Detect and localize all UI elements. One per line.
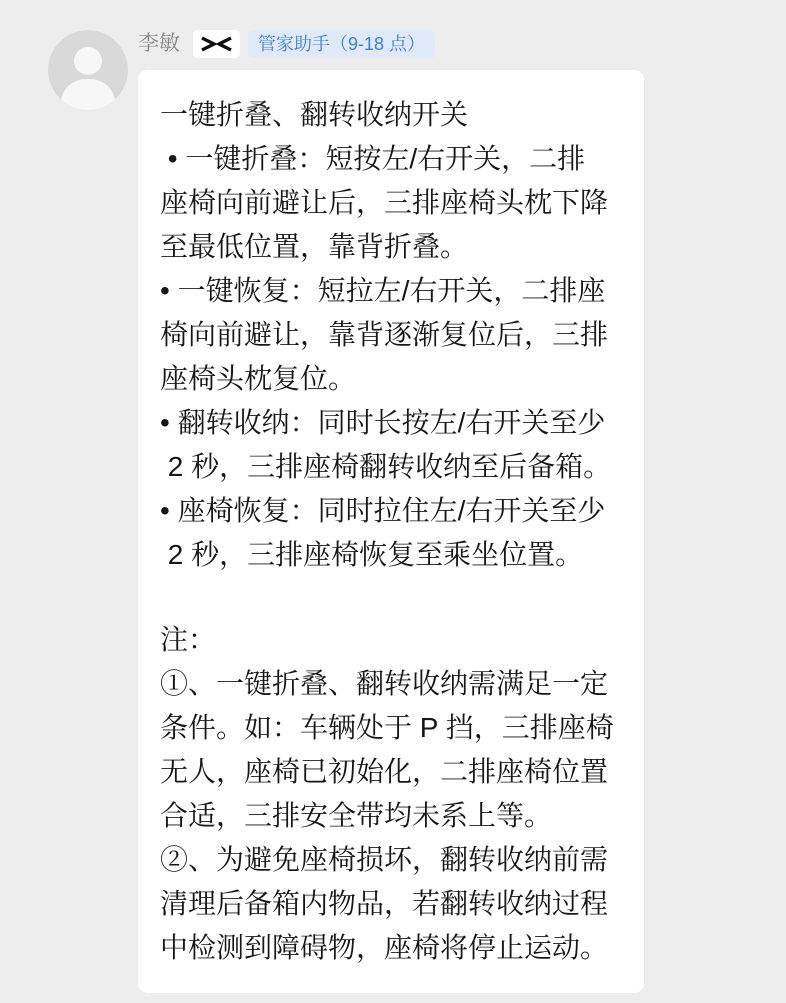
note-line: 中检测到障碍物，座椅将停止运动。 bbox=[160, 932, 609, 963]
note-label: 注： bbox=[160, 624, 217, 655]
message-line: • 一键折叠：短按左/右开关，二排 bbox=[160, 143, 586, 174]
note-line: 合适，三排安全带均未系上等。 bbox=[160, 800, 553, 831]
default-avatar-icon bbox=[48, 30, 128, 110]
message-line: 椅向前避让，靠背逐渐复位后，三排 bbox=[160, 319, 609, 350]
note-line: ①、一键折叠、翻转收纳需满足一定 bbox=[160, 668, 609, 699]
brand-badge bbox=[193, 30, 240, 58]
message-title: 一键折叠、翻转收纳开关 bbox=[160, 99, 469, 130]
message-bubble[interactable] bbox=[138, 70, 644, 993]
sender-avatar[interactable] bbox=[48, 30, 128, 110]
message-line: 座椅头枕复位。 bbox=[160, 363, 357, 394]
message-line: 2 秒，三排座椅恢复至乘坐位置。 bbox=[160, 539, 584, 570]
message-line: 座椅向前避让后，三排座椅头枕下降 bbox=[160, 187, 609, 218]
note-line: 无人，座椅已初始化，二排座椅位置 bbox=[160, 756, 609, 787]
message-line: • 翻转收纳：同时长按左/右开关至少 bbox=[160, 407, 606, 438]
sender-name: 李敏 bbox=[138, 32, 180, 55]
message-body bbox=[160, 93, 622, 577]
sender-role-tag: 管家助手（9-18 点） bbox=[248, 30, 435, 58]
message-line: 至最低位置，靠背折叠。 bbox=[160, 231, 469, 262]
note-line: ②、为避免座椅损坏，翻转收纳前需 bbox=[160, 844, 609, 875]
note-line: 清理后备箱内物品，若翻转收纳过程 bbox=[160, 888, 609, 919]
brand-logo-icon bbox=[193, 30, 240, 58]
message-line: • 一键恢复：短拉左/右开关，二排座 bbox=[160, 275, 606, 306]
message-line: 2 秒，三排座椅翻转收纳至后备箱。 bbox=[160, 451, 612, 482]
message-notes bbox=[160, 618, 622, 970]
message-line: • 座椅恢复：同时拉住左/右开关至少 bbox=[160, 495, 606, 526]
note-line: 条件。如：车辆处于 P 挡，三排座椅 bbox=[160, 712, 614, 743]
